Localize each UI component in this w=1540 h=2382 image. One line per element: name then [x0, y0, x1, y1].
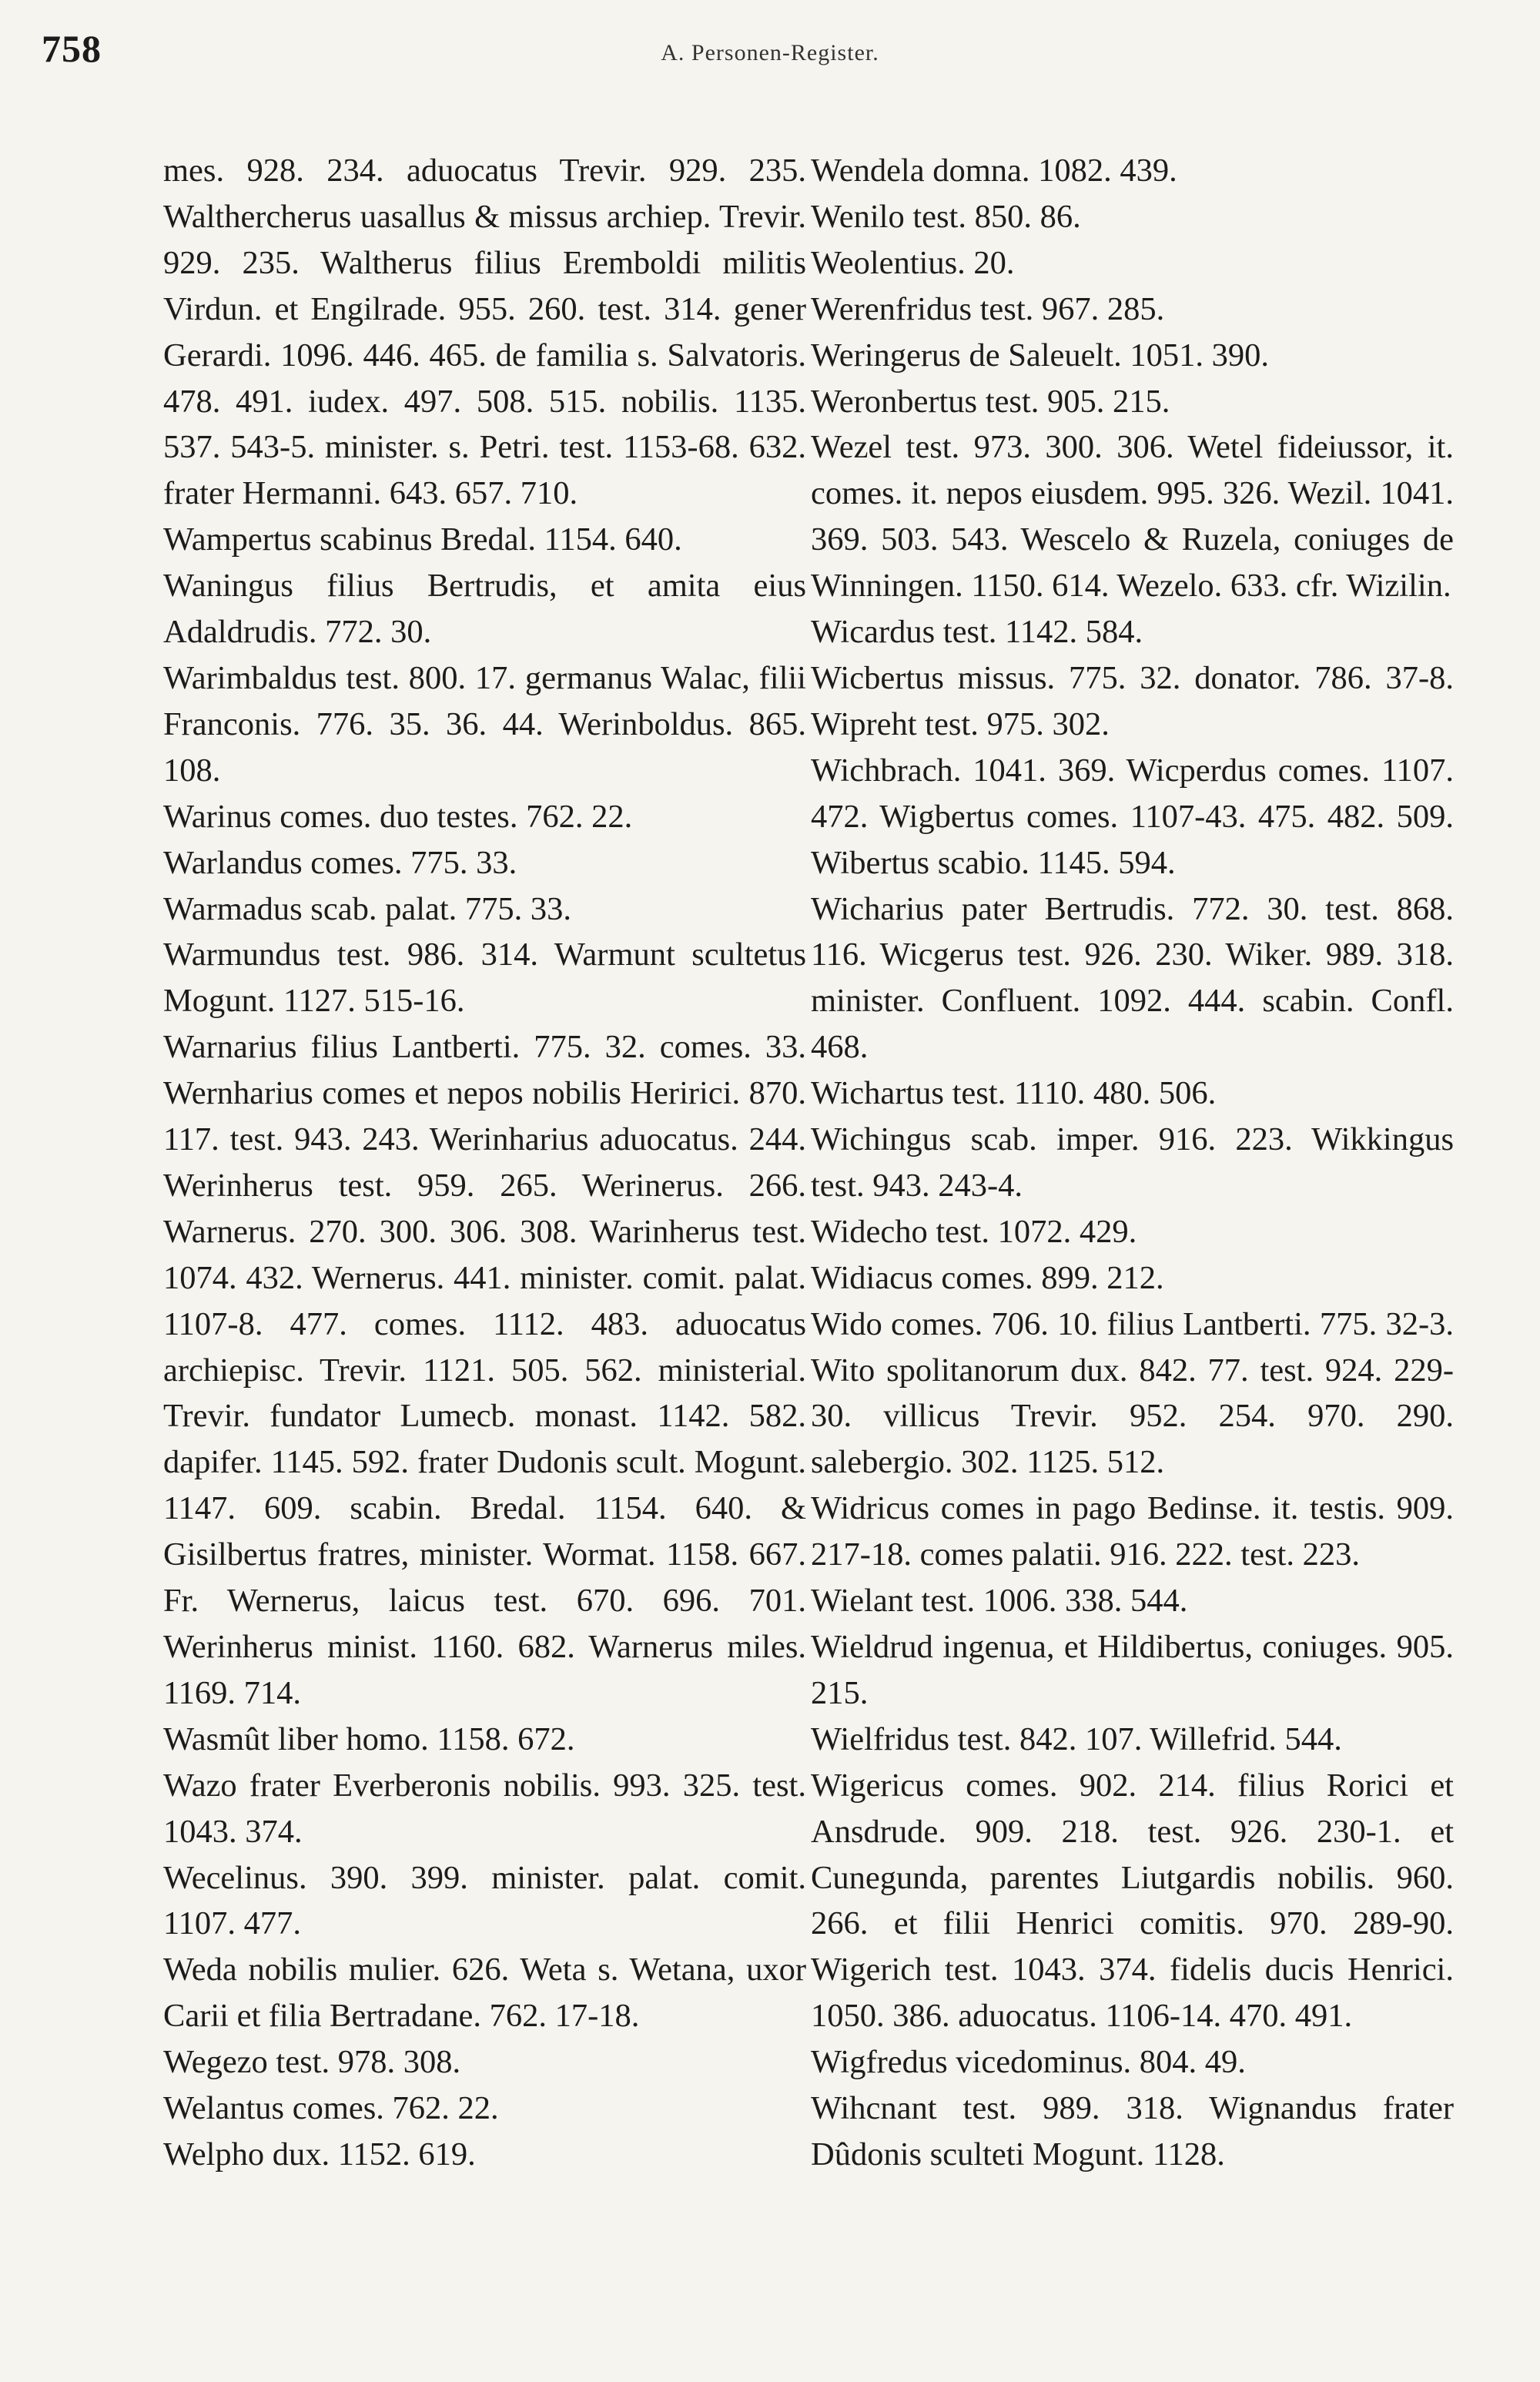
index-entry: Weolentius. 20.	[811, 244, 1015, 281]
index-entry: Wecelinus. 390. 399. minister. palat. comit. 1107. 477.	[163, 1859, 806, 1942]
index-entry: Wieldrud ingenua, et Hildibertus, coniuges. 905. 215.	[811, 1629, 1454, 1711]
index-entry: Wihcnant test. 989. 318. Wignandus frater Dûdonis sculteti Mogunt. 1128.	[811, 2090, 1454, 2173]
index-entry: Wichartus test. 1110. 480. 506.	[811, 1075, 1217, 1112]
index-entry: Waningus filius Bertrudis, et amita eius Adaldrudis. 772. 30.	[163, 568, 806, 651]
index-column-left	[163, 148, 806, 2178]
index-entry: Wampertus scabinus Bredal. 1154. 640.	[163, 521, 682, 558]
index-entry: Werenfridus test. 967. 285.	[811, 290, 1165, 327]
index-entry: Wielfridus test. 842. 107. Willefrid. 544.	[811, 1720, 1342, 1757]
index-entry: Wicardus test. 1142. 584.	[811, 614, 1143, 651]
index-entry: Wasmût liber homo. 1158. 672.	[163, 1720, 575, 1757]
index-entry: Wielant test. 1006. 338. 544.	[811, 1583, 1188, 1620]
index-entry: Wicbertus missus. 775. 32. donator. 786. 37-8. Wipreht test. 975. 302.	[811, 659, 1454, 742]
index-entry: Wigericus comes. 902. 214. filius Rorici et Ansdrude. 909. 218. test. 926. 230-1. et Cunegunda, parentes Liutgardis nobilis. 960. 266. et filii Henrici comitis. 970. 289-90. Wigerich test. 1043. 374. fidelis ducis Henrici. 1050. 386. aduocatus. 1106-14. 470. 491.	[811, 1767, 1454, 2035]
index-entry: Wenilo test. 850. 86.	[811, 198, 1081, 235]
index-entry: Widecho test. 1072. 429.	[811, 1213, 1137, 1250]
index-entry: Wicharius pater Bertrudis. 772. 30. test. 868. 116. Wicgerus test. 926. 230. Wiker. 989. 318. minister. Confluent. 1092. 444. scabin. Confl. 468.	[811, 890, 1454, 1066]
index-entry: Warlandus comes. 775. 33.	[163, 844, 517, 881]
index-entry: Wendela domna. 1082. 439.	[811, 152, 1177, 189]
index-entry: Wazo frater Everberonis nobilis. 993. 325. test. 1043. 374.	[163, 1767, 806, 1850]
index-entry: Wegezo test. 978. 308.	[163, 2044, 461, 2081]
index-entry: Warmadus scab. palat. 775. 33.	[163, 890, 572, 927]
index-entry: Warinus comes. duo testes. 762. 22.	[163, 798, 633, 835]
index-entry: Weda nobilis mulier. 626. Weta s. Wetana, uxor Carii et filia Bertradane. 762. 17-18.	[163, 1951, 806, 2035]
index-entry: Weringerus de Saleuelt. 1051. 390.	[811, 337, 1269, 374]
index-entry: Wezel test. 973. 300. 306. Wetel fideiussor, it. comes. it. nepos eiusdem. 995. 326. Wezil. 1041. 369. 503. 543. Wescelo & Ruzela, coniuges de Winningen. 1150. 614. Wezelo. 633. cfr. Wizilin.	[811, 429, 1454, 605]
index-entry: Widricus comes in pago Bedinse. it. testis. 909. 217-18. comes palatii. 916. 222. test. 223.	[811, 1490, 1454, 1573]
index-entry: Warnarius filius Lantberti. 775. 32. comes. 33. Wernharius comes et nepos nobilis Heririci. 870. 117. test. 943. 243. Werinharius aduocatus. 244. Werinherus test. 959. 265. Werinerus. 266. Warnerus. 270. 300. 306. 308. Warinherus test. 1074. 432. Wernerus. 441. minister. comit. palat. 1107-8. 477. comes. 1112. 483. aduocatus archiepisc. Trevir. 1121. 505. 562. ministerial. Trevir. fundator Lumecb. monast. 1142. 582. dapifer. 1145. 592. frater Dudonis scult. Mogunt. 1147. 609. scabin. Bredal. 1154. 640. & Gisilbertus fratres, minister. Wormat. 1158. 667. Fr. Wernerus, laicus test. 670. 696. 701. Werinherus minist. 1160. 682. Warnerus miles. 1169. 714.	[163, 1029, 806, 1711]
index-entry: Wigfredus vicedominus. 804. 49.	[811, 2044, 1246, 2081]
index-entry: mes. 928. 234. aduocatus Trevir. 929. 235. Walthercherus uasallus & missus archiep. Trevir. 929. 235. Waltherus filius Eremboldi militis Virdun. et Engilrade. 955. 260. test. 314. gener Gerardi. 1096. 446. 465. de familia s. Salvatoris. 478. 491. iudex. 497. 508. 515. nobilis. 1135. 537. 543-5. minister. s. Petri. test. 1153-68. 632. frater Hermanni. 643. 657. 710.	[163, 152, 806, 512]
index-column-right	[811, 148, 1454, 2178]
index-entry: Weronbertus test. 905. 215.	[811, 383, 1170, 420]
index-entry: Warmundus test. 986. 314. Warmunt scultetus Mogunt. 1127. 515-16.	[163, 936, 806, 1020]
index-entry: Widiacus comes. 899. 212.	[811, 1259, 1164, 1296]
index-entry: Warimbaldus test. 800. 17. germanus Walac, filii Franconis. 776. 35. 36. 44. Werinboldus. 865. 108.	[163, 659, 806, 789]
index-entry: Wido comes. 706. 10. filius Lantberti. 775. 32-3. Wito spolitanorum dux. 842. 77. test. 924. 229-30. villicus Trevir. 952. 254. 970. 290. salebergio. 302. 1125. 512.	[811, 1305, 1454, 1481]
index-entry: Wichbrach. 1041. 369. Wicperdus comes. 1107. 472. Wigbertus comes. 1107-43. 475. 482. 509. Wibertus scabio. 1145. 594.	[811, 752, 1454, 881]
running-head: A. Personen-Register.	[661, 40, 879, 65]
index-entry: Welantus comes. 762. 22.	[163, 2090, 499, 2127]
page-number: 758	[42, 27, 102, 70]
index-entry: Wichingus scab. imper. 916. 223. Wikkingus test. 943. 243-4.	[811, 1121, 1454, 1204]
index-entry: Welpho dux. 1152. 619.	[163, 2136, 476, 2173]
